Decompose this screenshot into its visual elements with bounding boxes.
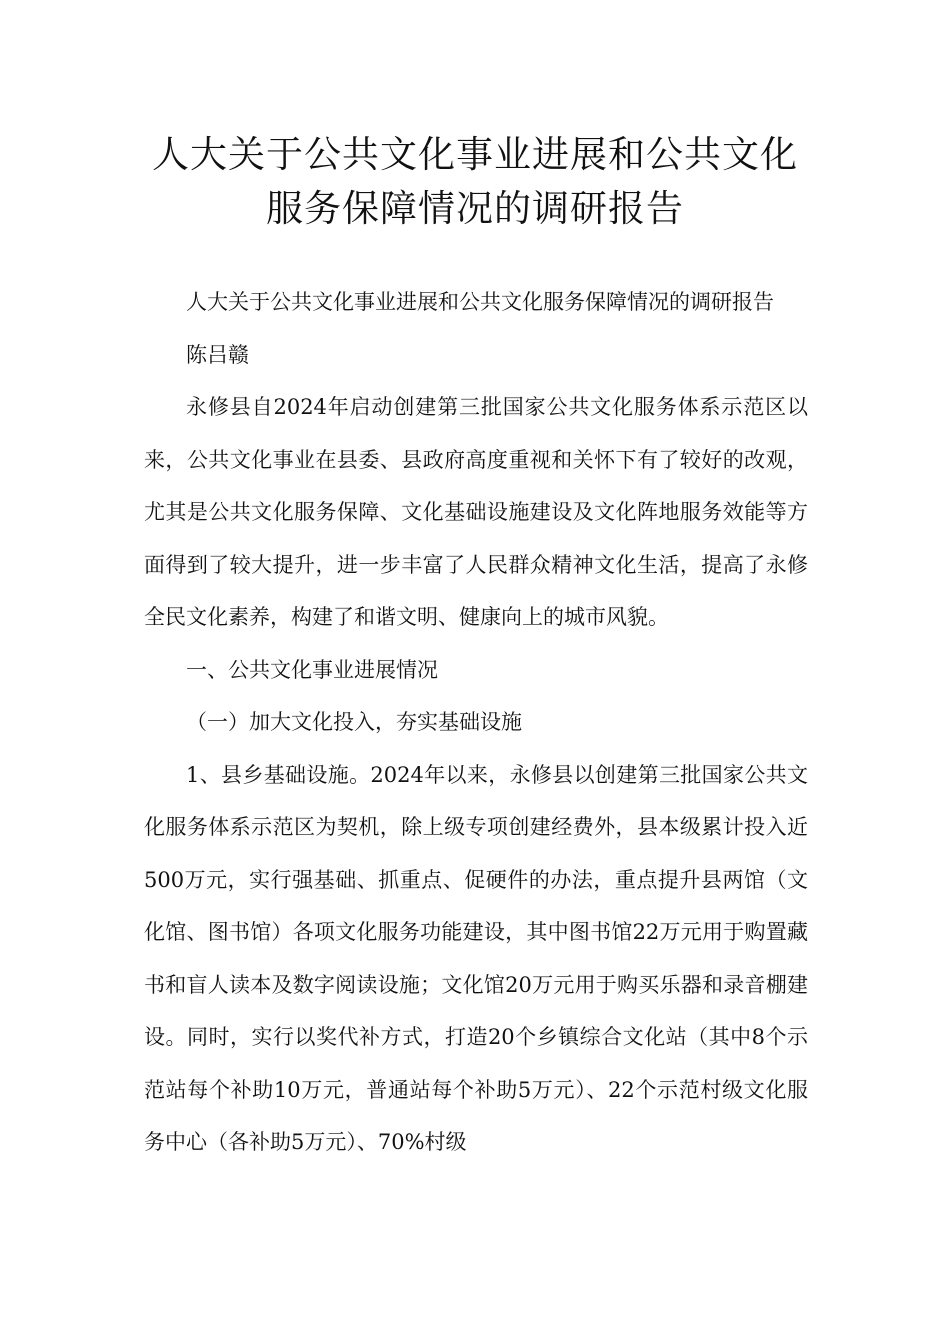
paragraph-author: 陈吕赣 <box>186 342 249 367</box>
section-heading-1: 一、公共文化事业进展情况 <box>186 657 438 682</box>
subsection-heading-1: （一）加大文化投入，夯实基础设施 <box>186 710 522 734</box>
paragraph-infrastructure: 1、县乡基础设施。2024年以来，永修县以创建第三批国家公共文化服务体系示范区为契机，除上级专项创建经费外，县本级累计投入近500万元，实行强基础、抓重点、促硬件的办法，重点提升县两馆（文化馆、图书馆）各项文化服务功能建设，其中图书馆22万元用于购置藏书和盲人读本及数字阅读设施；文化馆20万元用于购买乐器和录音棚建设。同时，实行以奖代补方式，打造20个乡镇综合文化站（其中8个示范站每个补助10万元，普通站每个补助5万元）、22个示范村级文化服务中心（各补助5万元）、70%村级 <box>144 762 808 1154</box>
paragraph-intro: 永修县自2024年启动创建第三批国家公共文化服务体系示范区以来，公共文化事业在县委、县政府高度重视和关怀下有了较好的改观，尤其是公共文化服务保障、文化基础设施建设及文化阵地服务效能等方面得到了较大提升，进一步丰富了人民群众精神文化生活，提高了永修全民文化素养，构建了和谐文明、健康向上的城市风貌。 <box>144 395 808 629</box>
paragraph-subtitle: 人大关于公共文化事业进展和公共文化服务保障情况的调研报告 <box>186 290 774 314</box>
title-line-2: 服务保障情况的调研报告 <box>266 187 684 230</box>
document-body <box>144 276 808 1169</box>
title-line-1: 人大关于公共文化事业进展和公共文化 <box>152 133 798 176</box>
document-title <box>100 128 850 236</box>
